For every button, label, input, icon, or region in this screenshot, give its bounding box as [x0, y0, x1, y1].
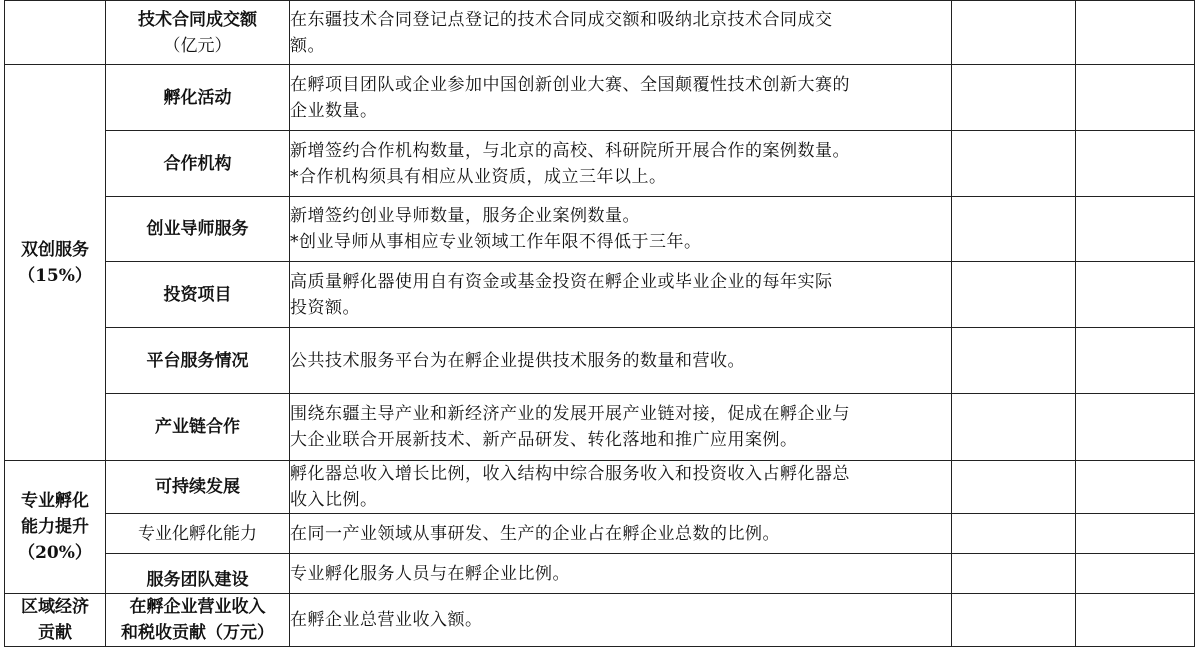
description-line: 围绕东疆主导产业和新经济产业的发展开展产业链对接，促成在孵企业与 [290, 404, 850, 424]
description-line: 专业孵化服务人员与在孵企业比例。 [290, 563, 570, 584]
table-row [5, 65, 1195, 131]
score-cell [952, 461, 1076, 514]
indicator-name-line: 可持续发展 [155, 477, 240, 497]
indicator-name [106, 65, 290, 131]
remark-cell [1076, 554, 1195, 594]
indicator-name-line: 孵化活动 [163, 87, 232, 108]
indicator-name-line: 投资项目 [163, 284, 232, 305]
category-cell [5, 65, 106, 461]
indicator-name [106, 197, 290, 262]
table-row [5, 394, 1195, 461]
category-weight: （15%） [18, 265, 92, 286]
indicator-description [290, 1, 952, 65]
indicator-description [290, 131, 952, 197]
indicator-name-line: 和税收贡献（万元） [121, 623, 274, 643]
indicator-description [290, 514, 952, 554]
indicator-name-line: 合作机构 [163, 153, 232, 174]
indicator-name-line: 技术合同成交额 [138, 9, 257, 30]
remark-cell [1076, 328, 1195, 394]
description-line: 高质量孵化器使用自有资金或基金投资在孵企业或毕业企业的每年实际 [290, 271, 833, 292]
indicator-name-line: 创业导师服务 [146, 219, 249, 239]
indicator-description [290, 594, 952, 647]
description-line: 额。 [290, 35, 325, 56]
remark-cell [1076, 197, 1195, 262]
table-row [5, 514, 1195, 554]
description-line: 新增签约合作机构数量，与北京的高校、科研院所开展合作的案例数量。 [290, 140, 850, 161]
remark-cell [1076, 65, 1195, 131]
remark-cell [1076, 461, 1195, 514]
indicator-name-line: 产业链合作 [155, 417, 240, 437]
description-line: 企业数量。 [290, 100, 378, 121]
remark-cell [1076, 1, 1195, 65]
description-line: 在孵企业总营业收入额。 [290, 610, 483, 630]
indicator-description [290, 328, 952, 394]
category-label: 区域经济 [21, 597, 89, 617]
category-cell-empty [5, 1, 106, 65]
description-line: 投资额。 [290, 297, 360, 318]
score-cell [952, 262, 1076, 328]
category-label: 能力提升 [21, 517, 89, 537]
indicator-name-line: （亿元） [163, 35, 232, 56]
description-line: 在同一产业领域从事研发、生产的企业占在孵企业总数的比例。 [290, 523, 780, 544]
indicator-name-line: 平台服务情况 [146, 350, 249, 371]
category-label: 贡献 [38, 623, 72, 643]
indicator-name [106, 328, 290, 394]
indicator-description [290, 461, 952, 514]
table-row [5, 554, 1195, 594]
score-cell [952, 554, 1076, 594]
score-cell [952, 594, 1076, 647]
indicator-name [106, 1, 290, 65]
indicator-description [290, 65, 952, 131]
score-cell [952, 328, 1076, 394]
description-line: 公共技术服务平台为在孵企业提供技术服务的数量和营收。 [290, 350, 745, 371]
table-row [5, 1, 1195, 65]
score-cell [952, 131, 1076, 197]
indicator-name [106, 262, 290, 328]
table-row [5, 197, 1195, 262]
indicator-name [106, 461, 290, 514]
indicator-description [290, 197, 952, 262]
score-cell [952, 1, 1076, 65]
remark-cell [1076, 394, 1195, 461]
table-row [5, 262, 1195, 328]
indicator-name-line: 专业化孵化能力 [138, 523, 257, 544]
description-line: *合作机构须具有相应从业资质，成立三年以上。 [290, 166, 667, 187]
score-cell [952, 394, 1076, 461]
description-line: 在孵项目团队或企业参加中国创新创业大赛、全国颠覆性技术创新大赛的 [290, 74, 850, 95]
indicator-table [4, 0, 1195, 647]
indicator-description [290, 262, 952, 328]
table-row [5, 594, 1195, 647]
remark-cell [1076, 262, 1195, 328]
description-line: *创业导师从事相应专业领域工作年限不得低于三年。 [290, 232, 702, 252]
score-cell [952, 197, 1076, 262]
category-cell [5, 461, 106, 594]
description-line: 孵化器总收入增长比例，收入结构中综合服务收入和投资收入占孵化器总 [290, 464, 850, 484]
remark-cell [1076, 514, 1195, 554]
indicator-name-line: 服务团队建设 [146, 570, 249, 590]
table-row [5, 328, 1195, 394]
score-cell [952, 65, 1076, 131]
indicator-name [106, 554, 290, 594]
category-label: 双创服务 [21, 239, 89, 260]
category-label: 专业孵化 [21, 491, 89, 511]
indicator-name [106, 514, 290, 554]
indicator-name [106, 594, 290, 647]
table-row [5, 131, 1195, 197]
table-row [5, 461, 1195, 514]
indicator-name-line: 在孵企业营业收入 [129, 597, 266, 617]
category-weight: （20%） [18, 543, 92, 563]
description-line: 在东疆技术合同登记点登记的技术合同成交额和吸纳北京技术合同成交 [290, 9, 833, 30]
indicator-name [106, 131, 290, 197]
indicator-name [106, 394, 290, 461]
description-line: 收入比例。 [290, 490, 378, 510]
description-line: 大企业联合开展新技术、新产品研发、转化落地和推广应用案例。 [290, 430, 798, 450]
description-line: 新增签约创业导师数量，服务企业案例数量。 [290, 206, 640, 226]
score-cell [952, 514, 1076, 554]
indicator-description [290, 554, 952, 594]
indicator-description [290, 394, 952, 461]
category-cell [5, 594, 106, 647]
remark-cell [1076, 131, 1195, 197]
remark-cell [1076, 594, 1195, 647]
